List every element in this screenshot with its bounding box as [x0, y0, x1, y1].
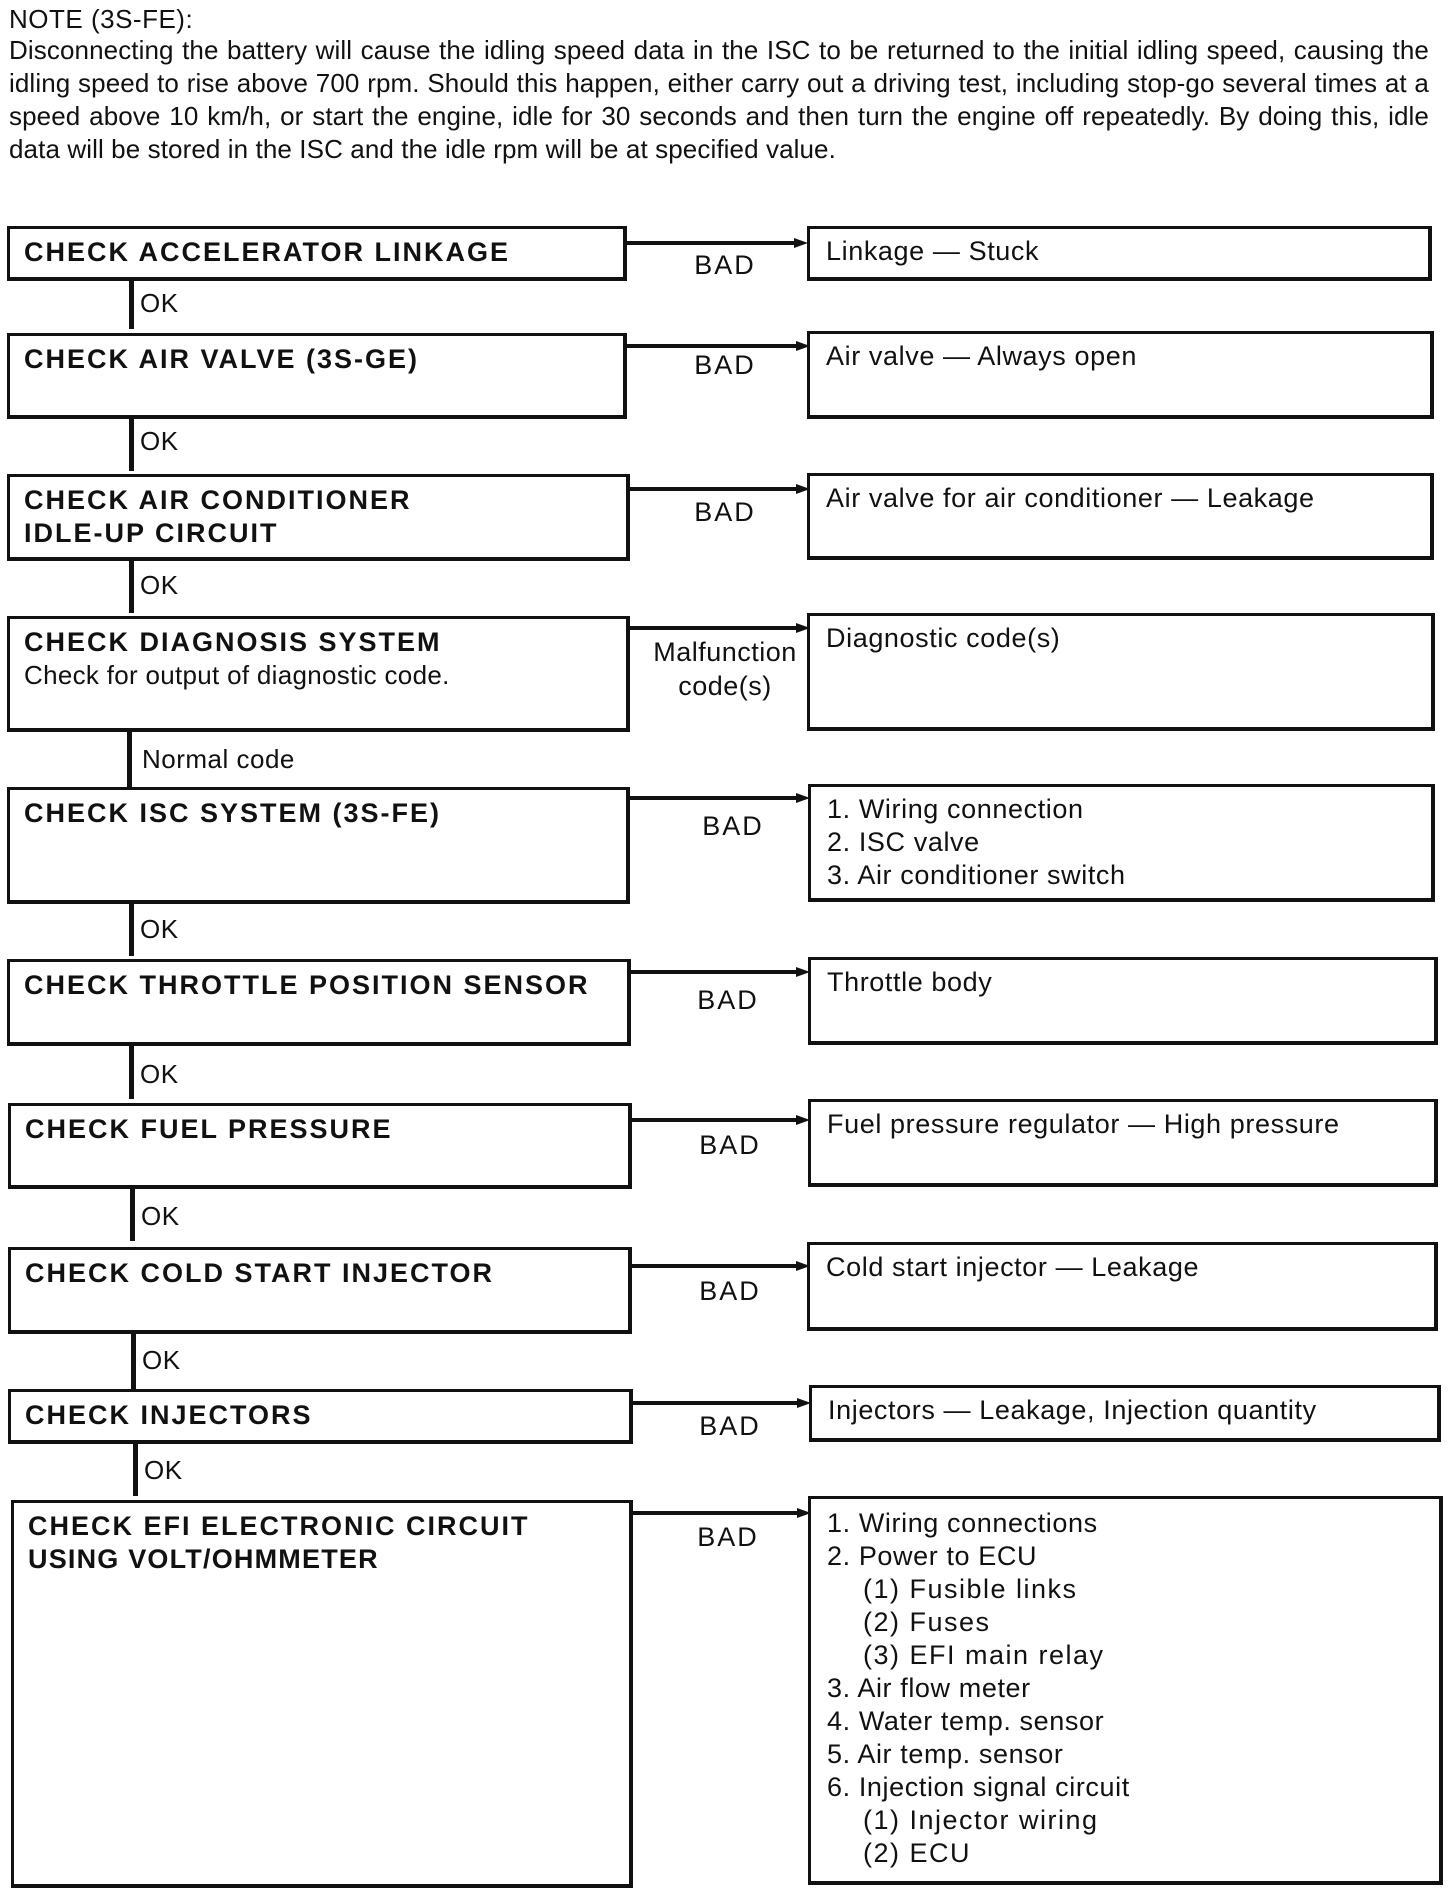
bad-label: BAD: [694, 250, 756, 280]
result-box-air-conditioner: [807, 473, 1434, 560]
result-item: 2. Power to ECU: [827, 1541, 1038, 1571]
bad-label: BAD: [699, 1276, 761, 1306]
malfunction-connector: [630, 626, 804, 630]
bad-label: BAD: [699, 1411, 761, 1441]
check-diagnosis-system-box: [7, 616, 630, 732]
result-item: 6. Injection signal circuit: [827, 1772, 1130, 1802]
ok-label: OK: [142, 1345, 181, 1375]
result-box-efi-circuit: [808, 1496, 1443, 1885]
result-subitem: (1) Fusible links: [863, 1574, 1078, 1604]
note-body: Disconnecting the battery will cause the idling speed data in the ISC to be returned to the initial idling speed, causing the idling speed to rise above 700 rpm. Should this happen, either carry out a driving test, including stop-go several times at a speed above 10 km/h, or start the engine, idle for 30 seconds and then turn the engine off repeatedly. By doing this, idle data will be stored in the ISC and the idle rpm will be at specified value.: [9, 35, 1429, 164]
result-item: 1. Wiring connection: [827, 794, 1084, 824]
bad-connector: [631, 970, 804, 974]
result-text: Throttle body: [827, 967, 993, 997]
check-throttle-position-sensor-box: [7, 959, 631, 1046]
ok-connector: [131, 1334, 136, 1389]
check-label: CHECK AIR CONDITIONER: [24, 485, 412, 515]
note-title: NOTE (3S-FE):: [9, 4, 194, 34]
ok-label: OK: [140, 288, 179, 318]
arrowhead-right: [794, 238, 808, 248]
check-air-conditioner-box: [7, 474, 630, 561]
bad-connector: [632, 1264, 804, 1268]
ok-connector: [129, 904, 134, 956]
check-air-valve-box: [7, 333, 627, 419]
result-item: 5. Air temp. sensor: [827, 1739, 1064, 1769]
bad-connector: [632, 1118, 804, 1122]
bad-connector: [633, 1401, 805, 1405]
result-item: 3. Air conditioner switch: [827, 860, 1126, 890]
check-label: CHECK COLD START INJECTOR: [25, 1258, 495, 1288]
result-list: [827, 793, 1415, 892]
check-label: CHECK EFI ELECTRONIC CIRCUIT: [28, 1511, 530, 1541]
normal-code-label: Normal code: [142, 744, 295, 774]
bad-label: BAD: [697, 985, 759, 1015]
malfunction-label-line2: code(s): [678, 671, 772, 701]
result-item: 1. Wiring connections: [827, 1508, 1098, 1538]
check-label: CHECK DIAGNOSIS SYSTEM: [24, 627, 442, 657]
check-cold-start-injector-box: [8, 1247, 632, 1334]
ok-label: OK: [140, 1059, 179, 1089]
result-box-isc-system: [808, 784, 1435, 902]
check-sublabel: Check for output of diagnostic code.: [24, 660, 450, 690]
result-box-injectors: [809, 1385, 1441, 1442]
result-subitem: (2) ECU: [863, 1838, 972, 1868]
result-box-air-valve: [807, 331, 1434, 419]
bad-connector: [627, 344, 804, 348]
check-label: CHECK AIR VALVE (3S-GE): [24, 344, 420, 374]
check-label-line2: USING VOLT/OHMMETER: [28, 1544, 379, 1574]
result-text: Linkage — Stuck: [826, 236, 1040, 266]
result-list: [827, 1507, 1423, 1870]
check-fuel-pressure-box: [8, 1103, 632, 1189]
result-box-fuel-pressure: [808, 1099, 1438, 1187]
result-text: Injectors — Leakage, Injection quantity: [828, 1395, 1317, 1425]
result-subitem: (2) Fuses: [863, 1607, 991, 1637]
check-label: CHECK FUEL PRESSURE: [25, 1114, 393, 1144]
bad-label: BAD: [697, 1522, 759, 1552]
ok-label: OK: [140, 570, 179, 600]
ok-connector: [129, 281, 134, 329]
result-box-throttle-body: [808, 957, 1438, 1045]
bad-label: BAD: [702, 811, 764, 841]
ok-label: OK: [140, 426, 179, 456]
ok-label: OK: [140, 914, 179, 944]
normal-code-connector: [127, 732, 132, 788]
bad-label: BAD: [694, 497, 756, 527]
check-isc-system-box: [7, 787, 630, 904]
result-text: Cold start injector — Leakage: [826, 1252, 1200, 1282]
ok-label: OK: [141, 1201, 180, 1231]
ok-connector: [129, 1046, 134, 1099]
malfunction-label-line1: Malfunction: [653, 637, 797, 667]
check-efi-electronic-circuit-box: [11, 1500, 633, 1888]
bad-connector: [633, 1511, 805, 1515]
ok-label: OK: [144, 1455, 183, 1485]
malfunction-label: [645, 635, 805, 703]
result-subitem: (1) Injector wiring: [863, 1805, 1099, 1835]
check-label: CHECK THROTTLE POSITION SENSOR: [24, 970, 590, 1000]
check-label: CHECK ISC SYSTEM (3S-FE): [24, 798, 442, 828]
check-label: CHECK INJECTORS: [25, 1400, 313, 1430]
bad-label: BAD: [699, 1130, 761, 1160]
result-text: Fuel pressure regulator — High pressure: [827, 1109, 1340, 1139]
result-text: Air valve — Always open: [826, 341, 1137, 371]
check-label: CHECK ACCELERATOR LINKAGE: [24, 237, 511, 267]
result-box-cold-start-injector: [807, 1242, 1438, 1331]
result-item: 2. ISC valve: [827, 827, 980, 857]
bad-connector: [630, 796, 804, 800]
ok-connector: [129, 561, 134, 613]
bad-label: BAD: [694, 350, 756, 380]
bad-connector: [630, 487, 804, 491]
result-text: Diagnostic code(s): [826, 623, 1061, 653]
result-item: 4. Water temp. sensor: [827, 1706, 1105, 1736]
result-subitem: (3) EFI main relay: [863, 1640, 1105, 1670]
result-box-diagnostic-codes: [807, 613, 1435, 731]
check-accelerator-linkage-box: [7, 226, 627, 281]
check-label-line2: IDLE-UP CIRCUIT: [24, 518, 279, 548]
result-text: Air valve for air conditioner — Leakage: [826, 483, 1315, 513]
check-injectors-box: [8, 1389, 633, 1444]
ok-connector: [130, 1189, 135, 1241]
bad-connector: [627, 241, 802, 245]
result-item: 3. Air flow meter: [827, 1673, 1031, 1703]
ok-connector: [129, 419, 134, 471]
ok-connector: [133, 1444, 138, 1496]
result-box-linkage: [807, 226, 1432, 281]
